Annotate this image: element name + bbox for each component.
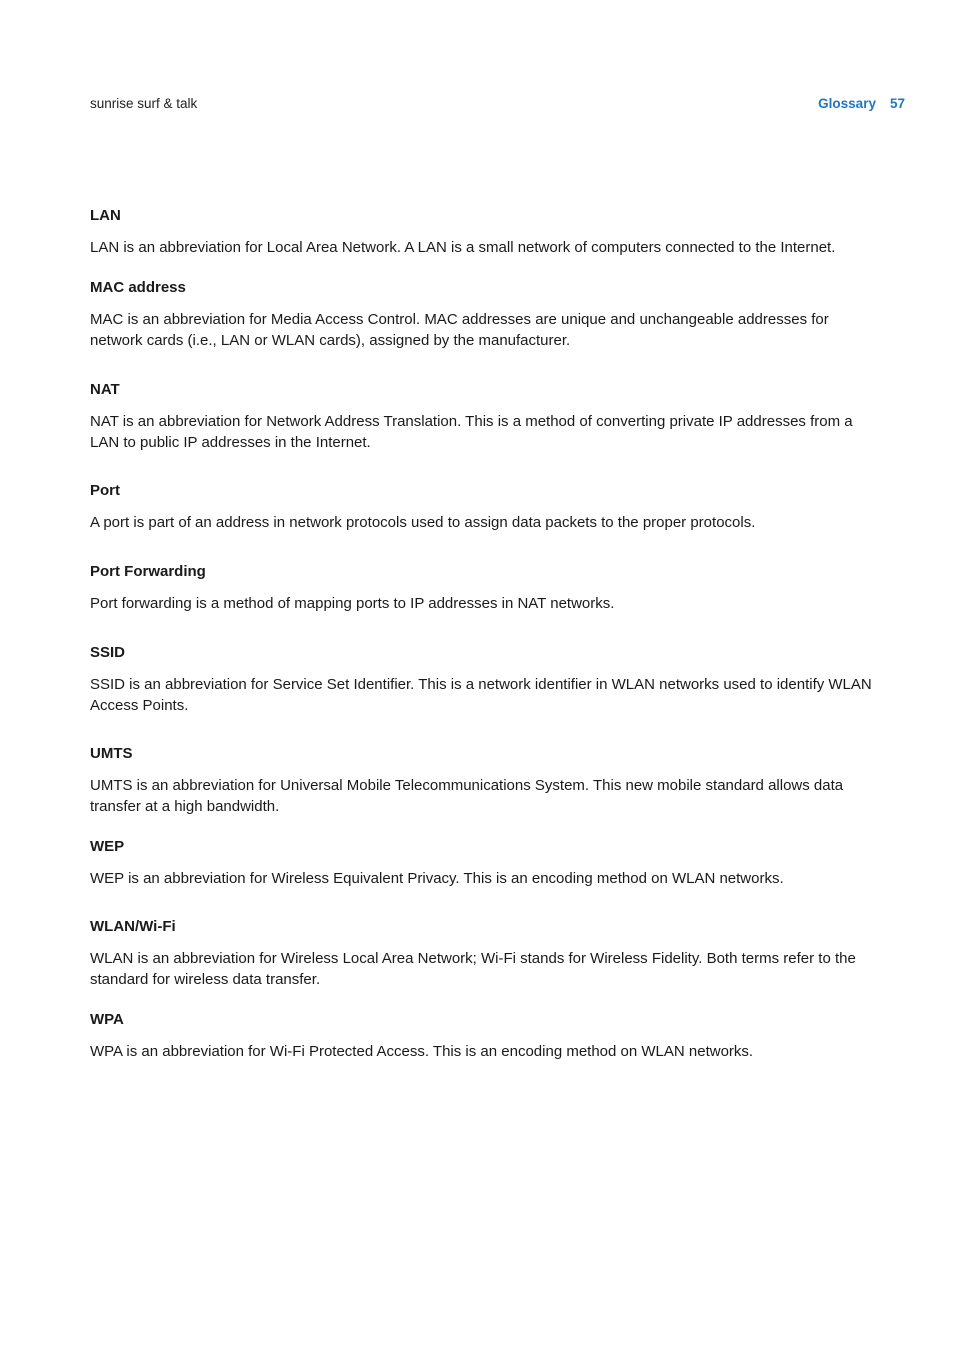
term-heading: WLAN/Wi-Fi [90, 918, 176, 935]
term-heading: WPA [90, 1011, 124, 1028]
term-definition: MAC is an abbreviation for Media Access Control. MAC addresses are unique and unchangeable addresses for network cards (i.e., LAN or WLAN cards), assigned by the manufacturer. [90, 311, 829, 349]
term-heading: SSID [90, 644, 126, 661]
glossary-entry-wlan-wifi [90, 918, 880, 990]
term-definition: WLAN is an abbreviation for Wireless Local Area Network; Wi-Fi stands for Wireless Fidelity. Both terms refer to the standard for wireless data transfer. [90, 950, 856, 988]
glossary-entry-mac-address [90, 279, 880, 351]
page-number: 57 [889, 96, 905, 111]
glossary-entry-wpa [90, 1011, 880, 1062]
term-heading: LAN [90, 207, 121, 224]
term-definition: LAN is an abbreviation for Local Area Network. A LAN is a small network of computers connected to the Internet. [90, 239, 836, 256]
brand-name: sunrise surf & talk [90, 96, 198, 111]
term-heading: WEP [90, 838, 125, 855]
glossary-entry-port-forwarding [90, 563, 880, 614]
term-definition: SSID is an abbreviation for Service Set Identifier. This is a network identifier in WLAN networks used to identify WLAN Access Points. [90, 676, 872, 714]
term-definition: UMTS is an abbreviation for Universal Mobile Telecommunications System. This new mobile standard allows data transfer at a high bandwidth. [90, 777, 844, 815]
glossary-entry-wep [90, 838, 880, 889]
term-heading: MAC address [90, 279, 186, 296]
glossary-entry-umts [90, 745, 880, 817]
glossary-entry-nat [90, 381, 880, 453]
glossary-entry-port [90, 482, 880, 533]
term-heading: UMTS [90, 745, 133, 762]
term-heading: NAT [90, 381, 120, 398]
term-definition: A port is part of an address in network protocols used to assign data packets to the proper protocols. [90, 514, 756, 531]
section-title: Glossary [818, 96, 876, 111]
term-heading: Port [90, 482, 120, 499]
term-definition: WEP is an abbreviation for Wireless Equivalent Privacy. This is an encoding method on WLAN networks. [90, 870, 784, 887]
section-info [818, 96, 905, 111]
glossary-entry-lan [90, 207, 880, 258]
term-definition: Port forwarding is a method of mapping ports to IP addresses in NAT networks. [90, 595, 615, 612]
term-definition: NAT is an abbreviation for Network Address Translation. This is a method of converting private IP addresses from a LAN to public IP addresses in the Internet. [90, 413, 853, 451]
term-definition: WPA is an abbreviation for Wi-Fi Protected Access. This is an encoding method on WLAN networks. [90, 1043, 754, 1060]
term-heading: Port Forwarding [90, 563, 206, 580]
glossary-entry-ssid [90, 644, 880, 716]
